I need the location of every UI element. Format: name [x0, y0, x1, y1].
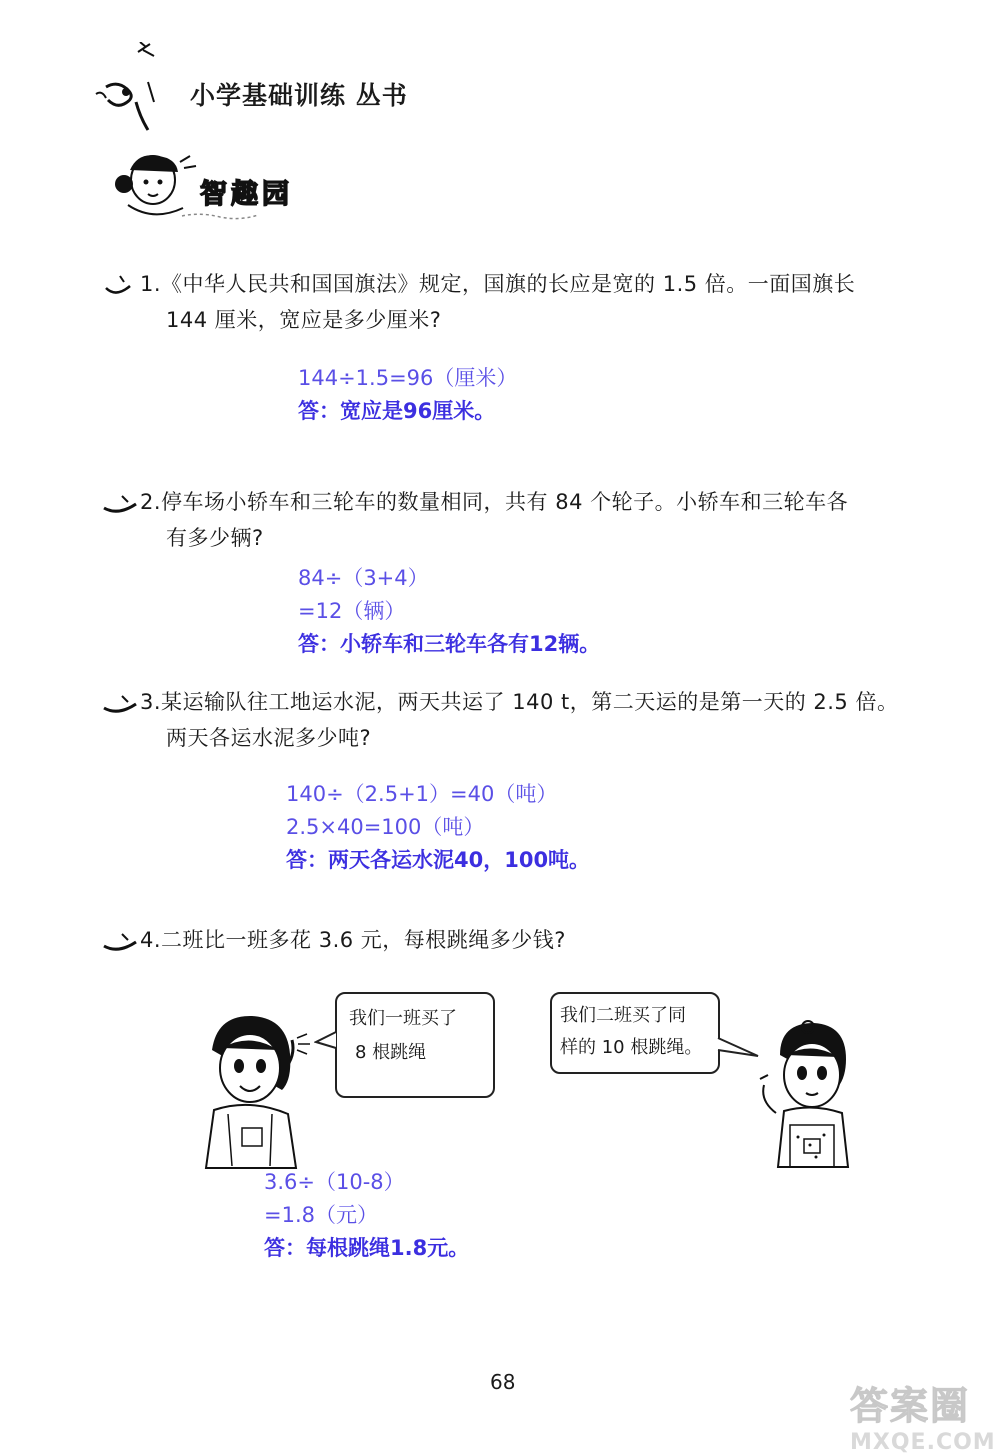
- speech-line: 我们二班买了同: [560, 1005, 686, 1026]
- watermark-site: MXQE.COM: [850, 1430, 996, 1455]
- watermark-main: 答案圈: [850, 1384, 971, 1428]
- question-bullet-icon: [100, 490, 142, 516]
- answer-line: 84÷（3+4）: [298, 566, 429, 590]
- question-text: 144 厘米，宽应是多少厘米?: [166, 308, 442, 332]
- page-number: 68: [490, 1370, 516, 1394]
- answer-line: 2.5×40=100（吨）: [286, 815, 485, 839]
- answer-final: 答：宽应是96厘米。: [298, 399, 496, 423]
- question-bullet-icon: [100, 690, 142, 716]
- left-speech-bubble: [335, 992, 495, 1098]
- question-number: 4.: [140, 928, 162, 952]
- answer-line: =1.8（元）: [264, 1203, 378, 1227]
- question-4: [140, 922, 960, 958]
- watermark: [850, 1375, 996, 1455]
- header-figure-icon: [88, 42, 188, 137]
- question-text: 《中华人民共和国国旗法》规定，国旗的长应是宽的 1.5 倍。一面国旗长: [161, 272, 856, 296]
- question-text: 某运输队往工地运水泥，两天共运了 140 t，第二天运的是第一天的 2.5 倍。: [161, 690, 899, 714]
- right-girl-illustration: [750, 1015, 870, 1170]
- left-girl-illustration: [192, 1010, 322, 1170]
- question-bullet-icon: [100, 272, 140, 298]
- speech-line: 8 根跳绳: [355, 1042, 427, 1063]
- speech-line: 样的 10 根跳绳。: [560, 1037, 703, 1058]
- answer-1: [298, 362, 517, 428]
- question-bullet-icon: [100, 928, 142, 954]
- series-title: 小学基础训练 丛书: [190, 81, 408, 110]
- answer-4: [264, 1166, 469, 1265]
- answer-line: 144÷1.5=96（厘米）: [298, 366, 518, 390]
- question-text: 二班比一班多花 3.6 元，每根跳绳多少钱?: [161, 928, 566, 952]
- question-text: 有多少辆?: [166, 526, 264, 550]
- answer-final: 答：两天各运水泥40，100吨。: [286, 848, 591, 872]
- answer-2: [298, 562, 600, 661]
- speech-line: 我们一班买了: [349, 1008, 457, 1029]
- question-2: [140, 484, 960, 556]
- question-text: 停车场小轿车和三轮车的数量相同，共有 84 个轮子。小轿车和三轮车各: [161, 490, 849, 514]
- question-number: 3.: [140, 690, 162, 714]
- question-text: 两天各运水泥多少吨?: [166, 726, 372, 750]
- answer-line: 3.6÷（10-8）: [264, 1170, 405, 1194]
- badge-underline: [180, 210, 260, 222]
- answer-line: =12（辆）: [298, 599, 406, 623]
- answer-3: [286, 778, 590, 877]
- question-number: 1.: [140, 272, 162, 296]
- answer-line: 140÷（2.5+1）=40（吨）: [286, 782, 558, 806]
- question-number: 2.: [140, 490, 162, 514]
- right-speech-bubble: [550, 992, 720, 1074]
- section-title: 智趣园: [200, 179, 293, 210]
- question-3: [140, 684, 960, 756]
- bubble-tail-left: [314, 1030, 338, 1052]
- answer-final: 答：每根跳绳1.8元。: [264, 1236, 470, 1260]
- answer-final: 答：小轿车和三轮车各有12辆。: [298, 632, 601, 656]
- question-1: [140, 266, 960, 338]
